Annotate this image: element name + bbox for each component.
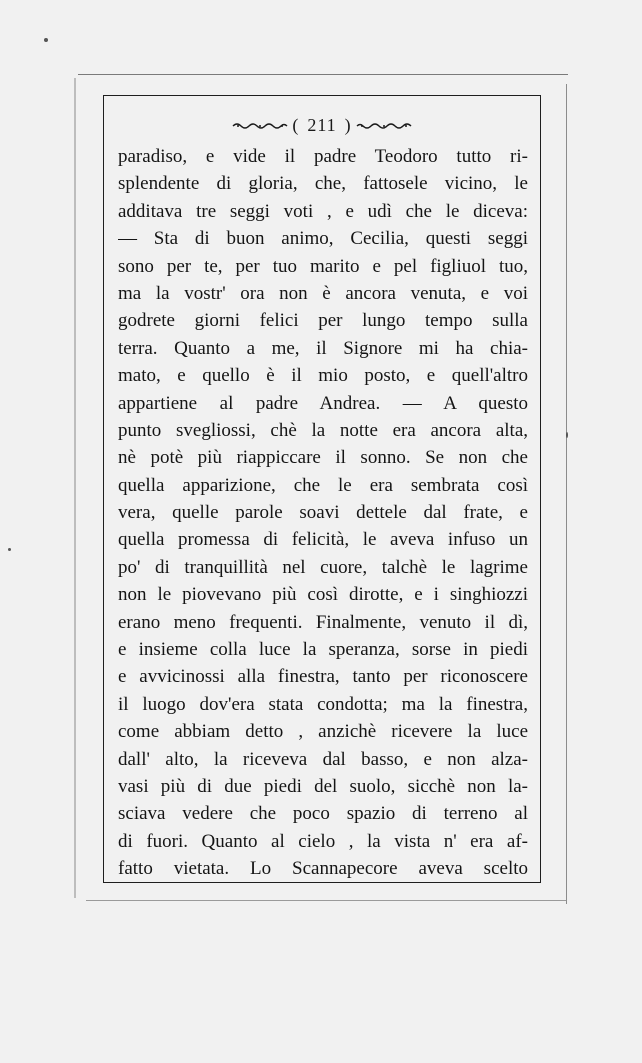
text-line: fatto vietata. Lo Scannapecore aveva scelto xyxy=(118,858,528,880)
text-line: — Sta di buon animo, Cecilia, questi seggi xyxy=(118,228,528,250)
text-line: godrete giorni felici per lungo tempo sulla xyxy=(118,310,528,332)
text-line: appartiene al padre Andrea. — A questo xyxy=(118,392,528,414)
scan-edge-line xyxy=(566,84,567,904)
text-line: nè potè più riappiccare il sonno. Se non che xyxy=(118,447,528,469)
scan-speck xyxy=(566,432,568,438)
scan-speck xyxy=(44,38,48,42)
text-line: sono per te, per tuo marito e pel figliuol tuo, xyxy=(118,255,528,277)
right-ornament-icon xyxy=(356,122,412,130)
text-line: quella promessa di felicità, le aveva infuso un xyxy=(118,529,528,551)
running-head xyxy=(103,114,541,136)
text-line: terra. Quanto a me, il Signore mi ha chia- xyxy=(118,337,528,359)
text-line: splendente di gloria, che, fattosele vicino, le xyxy=(118,173,528,195)
text-line: sciava vedere che poco spazio di terreno al xyxy=(118,803,528,825)
text-line: di fuori. Quanto al cielo , la vista n' era af- xyxy=(118,830,528,852)
body-text xyxy=(118,143,528,883)
page-number: 211 xyxy=(307,115,337,136)
text-line: il luogo dov'era stata condotta; ma la finestra, xyxy=(118,693,528,715)
text-line: ma la vostr' ora non è ancora venuta, e voi xyxy=(118,282,528,304)
text-line: mato, e quello è il mio posto, e quell'altro xyxy=(118,365,528,387)
text-line: paradiso, e vide il padre Teodoro tutto ri- xyxy=(118,146,528,167)
folio-open: ( xyxy=(292,115,300,136)
text-line: e insieme colla luce la speranza, sorse in piedi xyxy=(118,639,528,661)
text-line: vasi più di due piedi del suolo, sicchè non la- xyxy=(118,775,528,797)
text-line: come abbiam detto , anzichè ricevere la luce xyxy=(118,721,528,743)
scan-edge-line xyxy=(78,74,568,75)
scan-speck xyxy=(8,548,11,551)
text-line: vera, quelle parole soavi dettele dal frate, e xyxy=(118,502,528,524)
text-line: additava tre seggi voti , e udì che le diceva: xyxy=(118,200,528,222)
text-line: non le piovevano più così dirotte, e i singhiozzi xyxy=(118,584,528,606)
folio-close: ) xyxy=(344,115,352,136)
text-line: e avvicinossi alla finestra, tanto per riconoscere xyxy=(118,666,528,688)
text-line: punto svegliossi, chè la notte era ancora alta, xyxy=(118,419,528,441)
scan-edge-line xyxy=(86,900,566,901)
text-line: erano meno frequenti. Finalmente, venuto il dì, xyxy=(118,611,528,633)
text-line: po' di tranquillità nel cuore, talchè le lagrime xyxy=(118,556,528,578)
scan-edge-line xyxy=(74,78,76,898)
text-line: dall' alto, la riceveva dal basso, e non alza- xyxy=(118,748,528,770)
text-line: quella apparizione, che le era sembrata così xyxy=(118,474,528,496)
left-ornament-icon xyxy=(232,122,288,130)
